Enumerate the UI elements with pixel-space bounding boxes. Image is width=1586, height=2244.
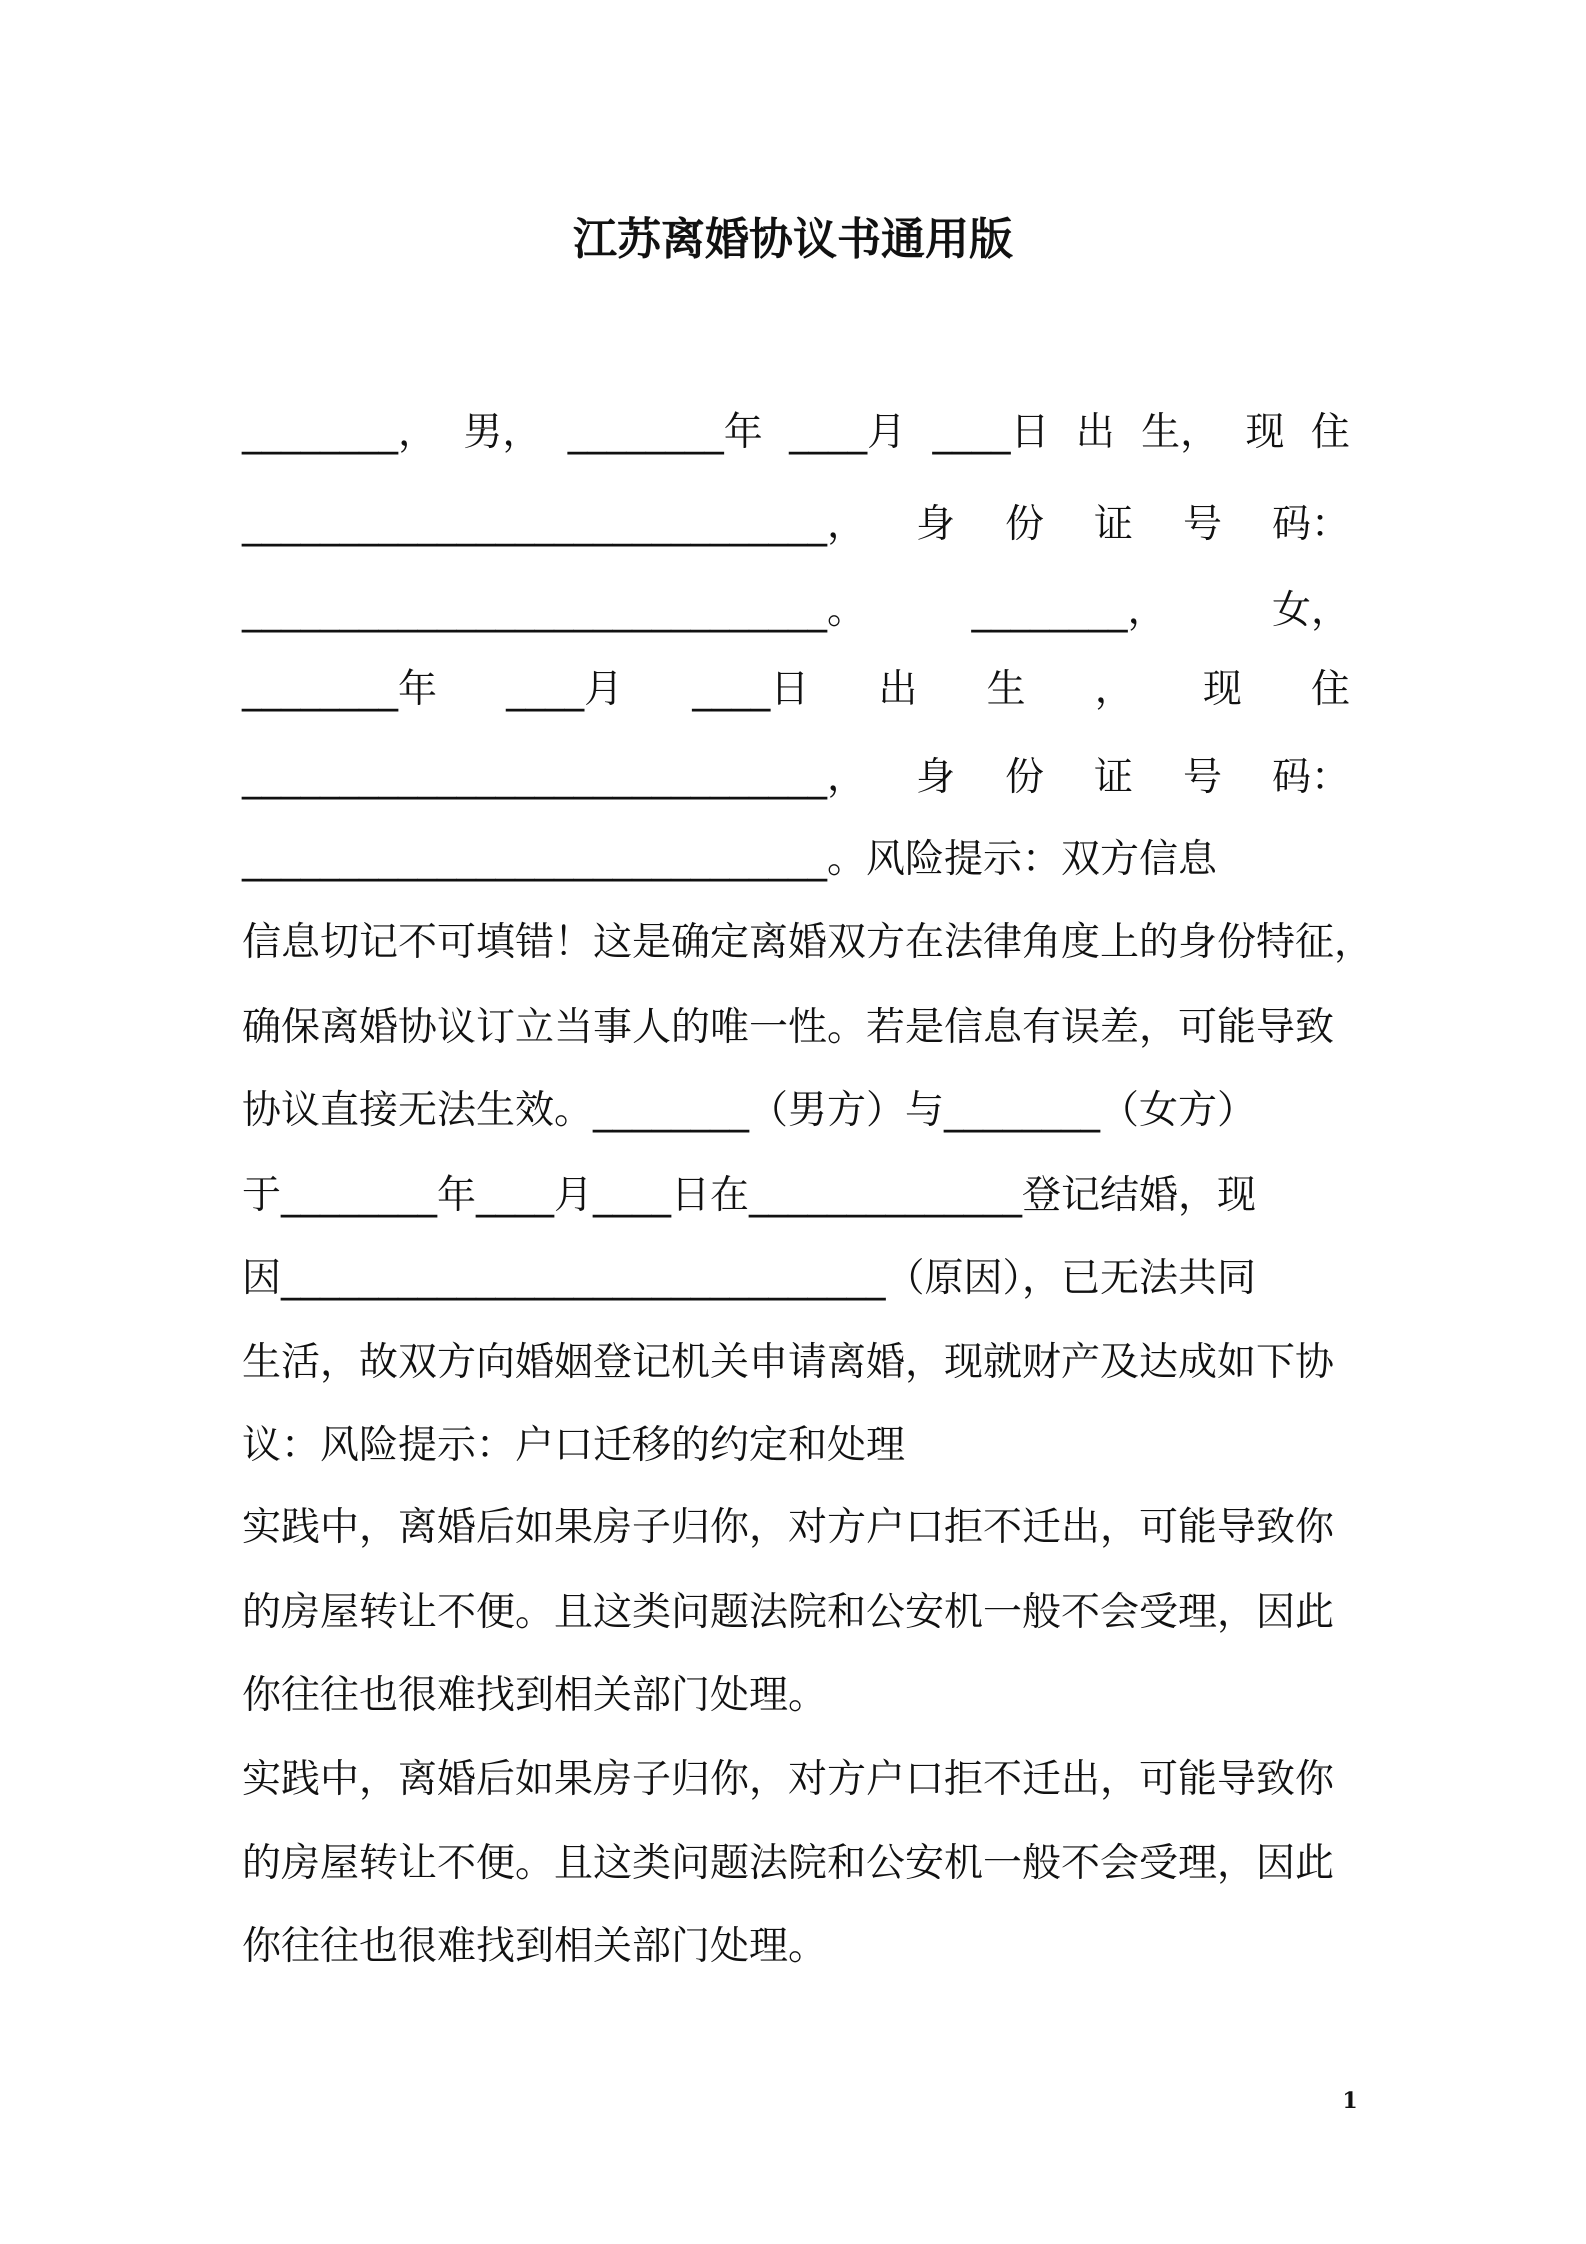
line-segment: 住 — [1310, 410, 1350, 455]
line-segment: 男， — [463, 410, 542, 455]
line-segment: 现 — [1245, 410, 1285, 455]
line-segment: 码： — [1271, 502, 1350, 547]
body-line: 的房屋转让不便。且这类问题法院和公安机一般不会受理，因此 — [242, 1841, 1335, 1886]
line-segment: 身 — [915, 502, 955, 547]
body-line: 议：风险提示：户口迁移的约定和处理 — [242, 1423, 906, 1468]
body-line: 你往往也很难找到相关部门处理。 — [242, 1924, 828, 1969]
body-line: 实践中，离婚后如果房子归你，对方户口拒不迁出，可能导致你 — [242, 1505, 1335, 1550]
line-segment: ______________________________， — [242, 502, 866, 547]
line-segment: 出 — [1075, 410, 1115, 455]
body-line — [242, 662, 1350, 718]
line-segment: 号 — [1182, 755, 1222, 800]
line-segment: ________年 — [567, 410, 763, 455]
line-segment: 出 — [878, 667, 918, 712]
line-segment: 证 — [1093, 755, 1133, 800]
body-line — [242, 497, 1350, 553]
line-segment: ____日 — [932, 410, 1050, 455]
body-line: 因_______________________________（原因），已无法共同 — [242, 1256, 1257, 1301]
line-segment: ________， — [242, 410, 438, 455]
line-segment: ____月 — [789, 410, 907, 455]
line-segment: ____日 — [692, 667, 810, 712]
body-line: 于________年____月____日在______________登记结婚，现 — [242, 1173, 1257, 1218]
body-line — [242, 750, 1350, 806]
line-segment: 生， — [1141, 410, 1220, 455]
line-segment: ______________________________， — [242, 755, 866, 800]
line-segment: ， — [1094, 667, 1134, 712]
line-segment: 份 — [1004, 755, 1044, 800]
line-segment: 女， — [1271, 588, 1350, 633]
body-line: 信息切记不可填错！这是确定离婚双方在法律角度上的身份特征， — [242, 920, 1374, 965]
line-segment: ____月 — [506, 667, 624, 712]
body-line — [242, 405, 1350, 461]
document-title: 江苏离婚协议书通用版 — [573, 214, 1013, 265]
body-line: ______________________________。风险提示：双方信息 — [242, 837, 1218, 882]
line-segment: 码： — [1271, 755, 1350, 800]
body-line: 实践中，离婚后如果房子归你，对方户口拒不迁出，可能导致你 — [242, 1757, 1335, 1802]
line-segment: 证 — [1093, 502, 1133, 547]
body-line: 生活，故双方向婚姻登记机关申请离婚，现就财产及达成如下协 — [242, 1340, 1335, 1385]
line-segment: ________， — [971, 588, 1167, 633]
line-segment: 现 — [1202, 667, 1242, 712]
body-line: 确保离婚协议订立当事人的唯一性。若是信息有误差，可能导致 — [242, 1005, 1335, 1050]
line-segment: 住 — [1310, 667, 1350, 712]
body-line: 协议直接无法生效。________（男方）与________（女方） — [242, 1088, 1257, 1133]
line-segment: 生 — [986, 667, 1026, 712]
line-segment: ________年 — [242, 667, 438, 712]
body-line — [242, 583, 1350, 639]
line-segment: 份 — [1004, 502, 1044, 547]
page-number: 1 — [1342, 2088, 1358, 2114]
body-line: 你往往也很难找到相关部门处理。 — [242, 1673, 828, 1718]
line-segment: 号 — [1182, 502, 1222, 547]
body-line: 的房屋转让不便。且这类问题法院和公安机一般不会受理，因此 — [242, 1590, 1335, 1635]
line-segment: ______________________________。 — [242, 588, 866, 633]
line-segment: 身 — [915, 755, 955, 800]
